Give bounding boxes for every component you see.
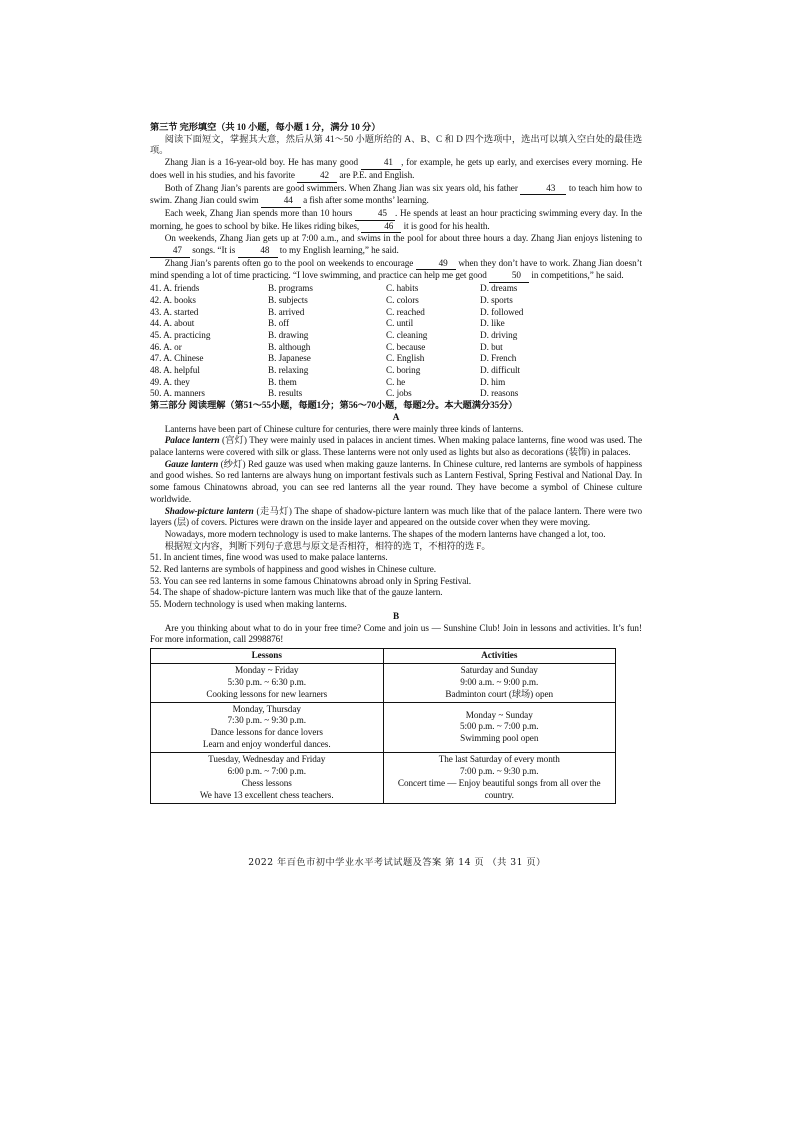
cloze-paragraph-4 [150, 233, 642, 257]
lesson-cell-cooking [151, 663, 384, 702]
cloze-text: to teach him how to swim. Zhang Jian could swim [150, 182, 642, 206]
option-row-43 [150, 307, 642, 319]
option: C. boring [386, 365, 421, 376]
option: B. results [268, 388, 303, 399]
option: C. English [386, 353, 425, 364]
option: B. drawing [268, 329, 309, 340]
gauze-lantern-paragraph [150, 459, 642, 506]
modern-lantern-paragraph: Nowadays, more modern technology is used to make lanterns. The shapes of the modern lanterns have changed a lot, too. [164, 528, 606, 539]
cloze-text: Zhang Jian is a 16-year-old boy. He has many good [164, 157, 362, 168]
activity-cell-concert [383, 753, 616, 804]
exam-page-content [150, 122, 642, 804]
option: D. like [480, 318, 505, 329]
option-row-41 [150, 283, 642, 295]
question-52: 52. Red lanterns are symbols of happiness and good wishes in Chinese culture. [150, 564, 437, 575]
cloze-text: . He spends at least an hour practicing swimming every day. In the morning, he goes to school by bike. He likes riding bikes, [150, 207, 642, 231]
cell-line: Tuesday, Wednesday and Friday [208, 754, 326, 765]
option: B. although [268, 341, 311, 352]
option: 41. A. friends [150, 283, 200, 294]
passage-b-label: B [392, 610, 400, 621]
option-row-46 [150, 342, 642, 354]
activity-cell-badminton [383, 663, 616, 702]
palace-lantern-paragraph [150, 435, 642, 458]
cell-line: 7:00 p.m. ~ 9:30 p.m. [460, 766, 539, 777]
option-row-50 [150, 388, 642, 400]
option-row-48 [150, 365, 642, 377]
cell-line: Monday, Thursday [232, 703, 301, 714]
option: 46. A. or [150, 341, 182, 352]
cell-line: Swimming pool open [460, 733, 539, 744]
cloze-paragraph-5 [150, 258, 642, 283]
gauze-lantern-cn: (纱灯) [218, 458, 248, 469]
option: 49. A. they [150, 376, 190, 387]
cell-line: Learn and enjoy wonderful dances. [202, 739, 331, 750]
cell-line: We have 13 excellent chess teachers. [199, 789, 334, 800]
table-row [151, 702, 616, 753]
option: B. off [268, 318, 289, 329]
option: D. difficult [480, 365, 521, 376]
cloze-text: it is good for his health. [401, 220, 490, 231]
cloze-options [150, 283, 642, 400]
lesson-cell-chess [151, 753, 384, 804]
shadow-lantern-text: The shape of shadow-picture lantern was much like that of the palace lantern. There were two layers (层) of covers. Pictures were drawn on the inside layer and appeared on the outside cover when they were moving. [150, 505, 643, 528]
cloze-text: a fish after some months’ learning. [300, 195, 429, 206]
passage-a-label: A [392, 411, 400, 422]
option: D. dreams [480, 283, 518, 294]
blank-41: 41 [361, 157, 401, 170]
blank-45: 45 [355, 208, 395, 221]
table-row [151, 663, 616, 702]
option: C. until [386, 318, 414, 329]
cell-line: 7:30 p.m. ~ 9:30 p.m. [227, 715, 306, 726]
cell-line: Monday ~ Sunday [465, 709, 533, 720]
lesson-cell-dance [151, 702, 384, 753]
shadow-lantern-paragraph [150, 506, 642, 529]
option-row-49 [150, 377, 642, 389]
palace-lantern-term: Palace lantern [164, 435, 220, 446]
option: B. relaxing [268, 365, 309, 376]
cloze-paragraph-3 [150, 208, 642, 233]
option-row-42 [150, 295, 642, 307]
activity-cell-swimming [383, 702, 616, 753]
cell-line: 5:00 p.m. ~ 7:00 p.m. [460, 721, 539, 732]
cloze-text: , for example, he gets up early, and exercises every morning. He does well in his studies, and his favorite [150, 157, 642, 180]
blank-48: 48 [238, 245, 278, 258]
table-header-row [151, 648, 616, 663]
cloze-paragraph-1 [150, 157, 642, 182]
option: 50. A. manners [150, 388, 205, 399]
blank-46: 46 [361, 221, 401, 234]
cloze-text: to my English learning,” he said. [277, 245, 399, 256]
option: C. cleaning [386, 329, 428, 340]
option-row-47 [150, 353, 642, 365]
option: D. but [480, 341, 503, 352]
question-54: 54. The shape of shadow-picture lantern was much like that of the gauze lantern. [150, 587, 443, 598]
option: B. Japanese [268, 353, 311, 364]
section3-instruction: 阅读下面短文，掌握其大意，然后从第 41～50 小题所给的 A、B、C 和 D 四个选项中，选出可以填入空白处的最佳选项。 [150, 133, 642, 156]
option: B. them [268, 376, 297, 387]
question-53: 53. You can see red lanterns in some famous Chinatowns abroad only in Spring Festival. [150, 575, 472, 586]
tf-questions [150, 552, 642, 611]
cell-line: The last Saturday of every month [438, 754, 560, 765]
option: 44. A. about [150, 318, 195, 329]
section3-heading: 第三节 完形填空（共 10 小题，每小题 1 分，满分 10 分） [150, 122, 381, 132]
option: B. subjects [268, 294, 308, 305]
option: D. reasons [480, 388, 519, 399]
cloze-text: are P.E. and English. [337, 169, 415, 180]
lessons-header: Lessons [151, 648, 384, 663]
option: D. driving [480, 329, 518, 340]
option: 48. A. helpful [150, 365, 200, 376]
option: 45. A. practicing [150, 329, 211, 340]
question-55: 55. Modern technology is used when making lanterns. [150, 599, 347, 610]
option: 42. A. books [150, 294, 196, 305]
cell-line: Concert time — Enjoy beautiful songs from all over the country. [397, 778, 601, 800]
option: C. colors [386, 294, 419, 305]
table-row [151, 753, 616, 804]
cell-line: Dance lessons for dance lovers [210, 727, 323, 738]
shadow-lantern-term: Shadow-picture lantern [164, 505, 254, 516]
blank-44: 44 [261, 195, 301, 208]
question-51: 51. In ancient times, fine wood was used to make palace lanterns. [150, 552, 388, 563]
cell-line: Cooking lessons for new learners [206, 688, 328, 699]
option: C. because [386, 341, 426, 352]
option: B. arrived [268, 306, 305, 317]
blank-43: 43 [520, 183, 566, 196]
option: D. followed [480, 306, 524, 317]
palace-lantern-cn: (宫灯) [219, 435, 250, 446]
passage-b-intro: Are you thinking about what to do in your free time? Come and join us — Sunshine Club! Join in lessons and activities. It’s fun! For more information, call 2998876! [150, 622, 642, 645]
option: 47. A. Chinese [150, 353, 204, 364]
cloze-passage [150, 157, 642, 283]
cloze-text: in competitions,” he said. [529, 270, 624, 281]
cloze-text: songs. “It is [190, 245, 238, 256]
blank-49: 49 [416, 258, 456, 271]
blank-42: 42 [297, 170, 337, 183]
option: C. he [386, 376, 406, 387]
gauze-lantern-text: Red gauze was used when making gauze lanterns. In Chinese culture, red lanterns are symbols of happiness and good wishes. So red lanterns are always hung on important festivals such as Lantern Festival, Spring Festival and National Day. In some famous Chinatowns abroad, you can see red lanterns all the year round. They have become a symbol of Chinese culture worldwide. [150, 458, 642, 504]
cell-line: Badminton court (球场) open [445, 688, 554, 699]
option: C. habits [386, 283, 419, 294]
option-row-45 [150, 330, 642, 342]
cell-line: 6:00 p.m. ~ 7:00 p.m. [227, 766, 306, 777]
cloze-paragraph-2 [150, 183, 642, 208]
gauze-lantern-term: Gauze lantern [164, 458, 219, 469]
activities-header: Activities [383, 648, 616, 663]
shadow-lantern-cn: (走马灯) [253, 505, 295, 516]
passage-a-intro: Lanterns have been part of Chinese culture for centuries, there were mainly three kinds of lanterns. [164, 423, 524, 434]
cloze-text: Each week, Zhang Jian spends more than 10 hours [164, 207, 356, 218]
option: C. jobs [386, 388, 412, 399]
part3-heading: 第三部分 阅读理解（第51～55小题，每题1分；第56～70小题，每题2分。本大题满分35分） [150, 400, 518, 411]
cloze-text: Zhang Jian’s parents often go to the pool on weekends to encourage [164, 257, 416, 268]
blank-50: 50 [489, 270, 529, 283]
cell-line: Saturday and Sunday [460, 664, 538, 675]
option: C. reached [386, 306, 425, 317]
cloze-text: Both of Zhang Jian’s parents are good swimmers. When Zhang Jian was six years old, his father [164, 182, 521, 193]
cloze-text: On weekends, Zhang Jian gets up at 7:00 a.m., and swims in the pool for about three hours a day. Zhang Jian enjoys listening to [164, 233, 642, 244]
page-footer: 2022 年百色市初中学业水平考试试题及答案 第 14 页 （共 31 页） [248, 857, 546, 868]
cloze-text: when they don’t have to work. Zhang Jian doesn’t mind spending a lot of time practicing. “I love swimming, and practice can help me get good [150, 257, 642, 281]
option: D. sports [480, 294, 513, 305]
blank-47: 47 [150, 245, 190, 258]
palace-lantern-text: They were mainly used in palaces in ancient times. When making palace lanterns, fine wood was used. The palace lanterns were covered with silk or glass. These lanterns were not only used as lights but also as decorations (装饰) in palaces. [150, 435, 642, 457]
cell-line: 9:00 a.m. ~ 9:00 p.m. [460, 676, 539, 687]
option-row-44 [150, 318, 642, 330]
club-schedule-table [150, 648, 616, 804]
tf-instruction: 根据短文内容，判断下列句子意思与原文是否相符，相符的选 T，不相符的选 F。 [164, 540, 491, 551]
cell-line: 5:30 p.m. ~ 6:30 p.m. [227, 676, 306, 687]
option: D. him [480, 376, 506, 387]
option: B. programs [268, 283, 313, 294]
option: D. French [480, 353, 517, 364]
option: 43. A. started [150, 306, 199, 317]
cell-line: Monday ~ Friday [235, 664, 299, 675]
cell-line: Chess lessons [241, 778, 292, 788]
